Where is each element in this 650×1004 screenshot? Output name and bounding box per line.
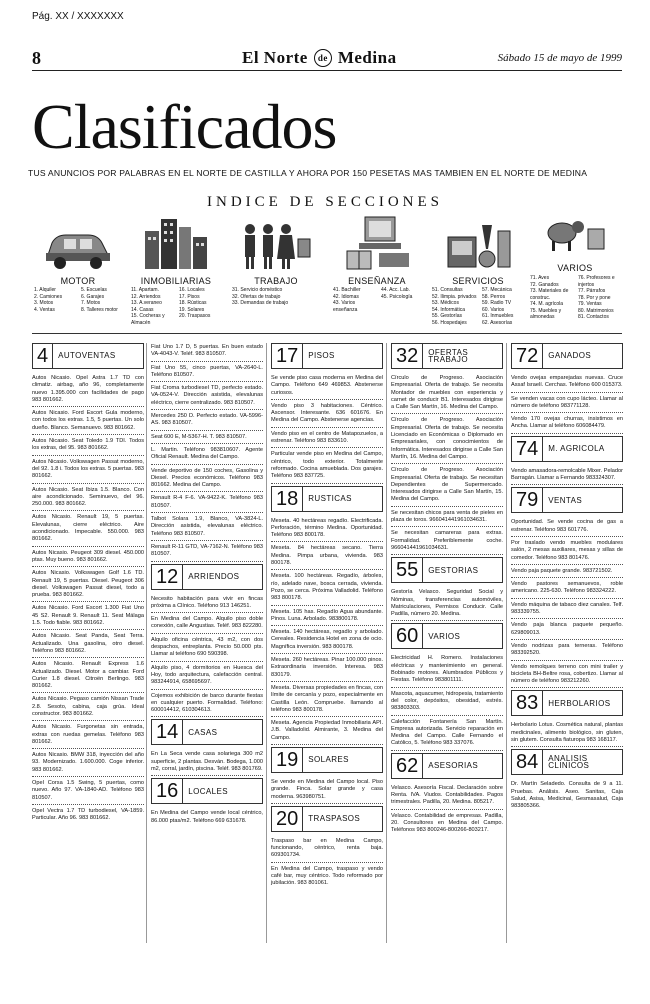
ads-column-5 [511, 343, 623, 815]
divider [32, 333, 622, 334]
classified-ad: Mercedes 250 D. Perfecto estado. VA-5996-AS. 983 810507. [151, 412, 263, 431]
sub-item: 2. Camiones [34, 293, 63, 300]
classified-ad: Vendo ovejas emparejadas nuevas. Cruce Assaf Israelí. Cerchas. Teléfono 600 015373. [511, 374, 623, 393]
section-header[interactable] [391, 557, 503, 583]
column-divider [506, 343, 507, 943]
classified-ad: Meseta. 260 hectáreas. Pinar 100.000 pinos. Extraordinaria inversión. Interesa. 983 830179. [271, 656, 383, 682]
classified-ad: Traspaso bar en Medina Campo, funcionando, céntrico, renta baja. 609301734. [271, 837, 383, 863]
category-label: VARIOS [557, 263, 593, 273]
classified-ad: Vendo nodrizas para terneras. Teléfono 983392520. [511, 642, 623, 661]
section-number: 74 [512, 437, 543, 461]
sub-item: 51. Consultas [432, 287, 463, 293]
section-number: 79 [512, 488, 543, 512]
classified-ad: Opel Corsa 1.5 Swing, 5 puertas, como nuevo. Año 97. VA-1840-AD. Teléfono 983 810507. [32, 779, 144, 805]
classified-ad: Autos Nicasio. Seat Ibiza 1.5. Blanco. Con aire acondicionado. Seminuevo, del 96. 250.000. 983 801662. [32, 486, 144, 512]
sub-item: 16. Locales [179, 287, 205, 293]
classified-ad: Vendo piso 3 habitaciones. Céntrico. Ascensor. Interesante. 636 601676. En Medina del Campo. Abstenerse agencias. [271, 402, 383, 428]
sub-item: 31. Servicio doméstico [232, 287, 283, 293]
masthead-right: Medina [337, 48, 397, 67]
column-divider [386, 343, 387, 943]
sub-item: 72. Ganados [530, 281, 559, 288]
sub-item: 8. Talleres motor [81, 306, 118, 313]
classified-ad: Meseta. 105 has. Regadío Agua abundante. Pinos. Luna. Arbolado. 983800178. [271, 608, 383, 627]
sub-item: 45. Psicología [381, 293, 413, 300]
section-name: GANADOS [548, 351, 592, 361]
section-header[interactable] [391, 753, 503, 779]
classified-ad: Autos Nicasio. Volkswagen Passat moderno, del 92. 1.8 i. Todos los extras. 5 puertas. 983 801662. [32, 458, 144, 484]
sub-item: 15. Cocheras y Almacén [131, 313, 165, 326]
sub-item: 3. Motos [34, 300, 54, 306]
sub-item: 43. Varios enseñanza [333, 300, 358, 313]
section-number: 14 [152, 720, 183, 744]
classified-ad: Oportunidad. Se vende cocina de gas a estrenar. Teléfono 983 601776. [511, 518, 623, 537]
column-divider [266, 343, 267, 943]
section-number: 60 [392, 624, 423, 648]
classified-ad: Alquilo piso, 4 dormitorios en Huesca del Hoy, todo arquitectura, calefacción central. 983244914, 658695697. [151, 664, 263, 690]
classified-ad: Círculo de Progreso. Asociación Empresarial. Oferta de trabajo. Se necesita Licenciado en Económicas o Diplomado en Empresariales, con conocimientos de Informática. Interesados dirigirse a Calle San Martín, 16. Medina del Campo. [391, 416, 503, 464]
sub-item: 73. Materiales de construc. [530, 288, 569, 301]
category-subs [232, 287, 324, 307]
section-header[interactable] [391, 343, 503, 369]
classified-ad: Autos Nicasio. Renault 19, 5 puertas. Elevalunas, cierre eléctrico. Aire acondicionado. Impecable. 550.000. 983 801662. [32, 513, 144, 546]
classified-ad: Fiat Uno 1.7 D, 5 puertas. En buen estado VA-4043-V. Teléf. 983 810507. [151, 343, 263, 362]
section-name: ASESORIAS [428, 761, 479, 771]
sub-item: 57. Mecánica [482, 287, 512, 293]
masthead-seal: de [314, 49, 332, 67]
section-header[interactable] [151, 778, 263, 804]
section-number: 84 [512, 750, 543, 774]
masthead [242, 48, 397, 68]
category-subs [530, 275, 622, 321]
section-name: GESTORIAS [428, 565, 479, 575]
sub-item: 42. Idiomas [333, 293, 359, 300]
classified-ad: Vendo amasadora-remolcable Mixer. Pelador Barragán. Llamar a Fernando 983324307. [511, 467, 623, 486]
sub-item: 60. Varios [482, 306, 505, 313]
classified-ad: Electricidad H. Romero. Instalaciones eléctricas y mantenimiento en general. Bobinado motores. Alumbrados Públicos y Fiestas. Teléfono 983801111. [391, 654, 503, 687]
classified-ad: Vende deportivo de 150 coches, Gasolina y Diesel. Precios económicos. Teléfono 983 801662. Medina del Campo. [151, 467, 263, 493]
section-name: PISOS [308, 351, 335, 361]
classified-ad: Se vende piso casa moderna en Medina del Campo. Teléfono 649 469853. Abstenerse curiosos. [271, 374, 383, 400]
section-number: 55 [392, 558, 423, 582]
classified-ad: Autos Nicasio. Peugeot 309 diesel. 450.000 ptas. Muy bueno. 983 801662. [32, 549, 144, 568]
section-number: 17 [272, 344, 303, 368]
section-number: 20 [272, 807, 303, 831]
classified-ad: Autos Nicasio. Pegaso camión Nissan Trade 2.8. Sesoto, cabina, caja grúa. Ideal constructor. 983 801662. [32, 695, 144, 721]
classified-ad: Mascota, aquacumer, hidropesia, tratamiento del color, depósitos, obesidad, estrés. 983803303. [391, 690, 503, 716]
workers-icon [240, 221, 312, 271]
sub-item: 12. Arriendos [131, 293, 161, 300]
buildings-icon [143, 217, 209, 269]
classified-ad: Herbolario Lotus. Cosmética natural, plantas medicinales, alimento biológico, sin gluten, sin glutem. Consulta fiaturopa 983 168117. [511, 721, 623, 747]
classified-ad: Vendo paja blanca paquete pequeño. 629809013. [511, 621, 623, 640]
sub-item: 53. Médicos [432, 300, 459, 306]
classified-ad: En La Seca vende casa solariega 300 m2 superficie, 2 plantas. Desván. Bodega, 1.000 m2, corral, jardín, piscina. Teléf. 983 801769. [151, 750, 263, 776]
animals-icon [542, 215, 608, 255]
classified-ad: Fiat Uno 55, cinco puertas, VA-2640-L. Teléfono 810507. [151, 364, 263, 383]
sub-item: 33. Demandas de trabajo [232, 300, 289, 306]
sub-item: 56. Hospedajes [432, 319, 467, 326]
classified-ad: Necesito habitación para vivir en fincas próxima a Clínico. Teléfono 913 146251. [151, 595, 263, 614]
sections-index [32, 215, 622, 330]
classified-ad: Velasco. Contabilidad de empresas. Padilla, 20. Consultores en Medina del Campo. Teléfonos 983 800246-800266-803217. [391, 812, 503, 834]
ads-column-1 [32, 343, 144, 827]
category-label: MOTOR [60, 276, 96, 286]
column-divider [146, 343, 147, 943]
sub-item: 41. Bachiller [333, 287, 361, 293]
sub-item: 58. Perros [482, 293, 506, 300]
classified-ad: Fiat Croma turbodiesel TD, perfecto estado. VA-0524-V. Dirección asistida, elevalunas eléctrico, cierre centralizado. 983 810507. [151, 384, 263, 410]
sub-item: 19. Solares [179, 306, 205, 313]
tagline: TUS ANUNCIOS POR PALABRAS EN EL NORTE DE CASTILLA Y AHORA POR 150 PESETAS MAS TAMBIEN EN EL NORTE DE MEDINA [28, 168, 588, 178]
section-header[interactable] [391, 623, 503, 649]
masthead-left: El Norte [242, 48, 308, 67]
category-label: TRABAJO [254, 276, 298, 286]
ads-column-2 [151, 343, 263, 829]
classified-ad: Autos Nicasio. Volkswagen Golf 1.6 TD. Renault 19, 5 puertas. Diesel. Peugeot 306 diesel. Volkswagen Passat diesel, todo a prueba. 983 801662. [32, 569, 144, 602]
classified-ad: Dr. Martín Seladedo. Consulta de 9 a 11. Pruebas. Análisis. Aseo. Sanitas, Caja Salud, Asisa, Medicinal, Gesmasalud, Caja 983805366. [511, 781, 623, 810]
classified-ad: En Medina del Campo, traspaso y vendo café bar, muy céntrico. Todo reformado por jubilación. 983 801061. [271, 865, 383, 887]
sub-item: 11. Apartam. [131, 287, 159, 293]
section-header[interactable] [511, 487, 623, 513]
category-label: ENSEÑANZA [348, 276, 406, 286]
section-name: ARRIENDOS [188, 571, 240, 581]
section-name: ANALISIS CLINICOS [548, 754, 590, 771]
classified-ad: Círculo de Progreso. Asociación Empresarial. Oferta de trabajo. Se necesitan Dependientes de Supermercado. Interesados dirigirse a Calle San Martín, 15. Medina del Campo. [391, 466, 503, 506]
sub-item: 62. Asesorías [482, 319, 513, 326]
sub-item: 59. Radio TV [482, 300, 512, 306]
classified-ad: Se necesitan chicos para venta de pieles en plaza de toros. 966041441961034631. [391, 509, 503, 528]
classified-ad: En Medina del Campo vende local céntrico, 86.000 ptas/m2. Teléfono 669 631678. [151, 810, 263, 824]
sub-item: 61. Inmuebles [482, 313, 514, 319]
classified-ad: En Medina del Campo. Alquilo piso doble conexión, calle Angustias. Teléf. 983 822280. [151, 615, 263, 634]
classified-ad: Vendo paja paquete grande. 983721502. [511, 567, 623, 578]
section-number: 32 [392, 344, 423, 368]
classified-ad: Meseta. 84 hectáreas secano. Tierra Medina. Pimpa urbana, vivienda. 983 800178. [271, 544, 383, 570]
classified-ad: Autos Nicasio. BMW 318, inyección del año 93. Modernizado. 1.600.000. Coge inferior. 983 801662. [32, 751, 144, 777]
classified-ad: Calefacción Fontanería San Martín. Empresa autorizada. Servicio reparación en Medina del Campo. Calle Fernando el Católico, 5. Teléfono 983 337076. [391, 718, 503, 751]
section-number: 18 [272, 487, 303, 511]
section-name: AUTOVENTAS [58, 351, 116, 361]
classified-ad: Autos Nicasio. Ford Escort 1.300 Fiat Uno 45 S2. Renault 9. Renault 11. Seat Málaga 1.5. Todo fiable. 983 801662. [32, 604, 144, 630]
sub-item: 18. Rústicas [179, 300, 207, 306]
classified-ad: Autos Nicasio. Seat Toledo 1.9 TDI. Todos los extras, del 95. 983 801662. [32, 437, 144, 456]
section-header[interactable] [271, 806, 383, 832]
section-header[interactable] [151, 564, 263, 590]
section-header[interactable] [271, 486, 383, 512]
sub-item: 55. Gestorías [432, 313, 463, 319]
sub-item: 14. Casas [131, 306, 154, 313]
classified-ad: Meseta. Agencia Propiedad Inmobiliaria API. J.B. Valladolid. Almirante, 3. Medina del Campo. [271, 719, 383, 745]
classified-ad: Autos Nicasio. Seat Panda, Seat Terra. Actualizado. Una gasolina, otro diesel. Teléfono 983 801662. [32, 632, 144, 658]
classified-ad: Vendo remolques terreno con mini trailer y bicicleta BH-Beltre rosa, cobertizo. Llamar al número de teléfono 983212260. [511, 663, 623, 689]
sub-item: 6. Garajes [81, 293, 105, 300]
sub-item: 54. Informática [432, 306, 466, 313]
section-name: CASAS [188, 727, 218, 737]
section-header[interactable] [271, 343, 383, 369]
sub-item: 81. Contactos [578, 314, 609, 320]
category-subs [34, 287, 124, 313]
classified-ad: Renault R-11 GTD, VA-7162-N. Teléfono 983 810507. [151, 543, 263, 562]
category-label: SERVICIOS [452, 276, 504, 286]
classified-ad: Opel Vectra 1.7 TD turbodiesel, VA-1859. Particular. Año 96. 983 801662. [32, 807, 144, 822]
section-number: 62 [392, 754, 423, 778]
page-number: 8 [32, 48, 41, 68]
section-header[interactable] [511, 690, 623, 716]
section-name: VARIOS [428, 631, 461, 641]
sub-item: 79. Ventas [578, 301, 602, 307]
section-name: RUSTICAS [308, 493, 352, 503]
computer-icon [345, 215, 411, 271]
sub-item: 52. Ilimpia. privados [432, 293, 477, 300]
car-icon [42, 225, 114, 271]
page-tag: Pág. XX / XXXXXXX [32, 11, 124, 22]
sub-item: 44. Acc. Lab. [381, 287, 410, 293]
sub-item: 76. Profesores e injertos [578, 275, 615, 288]
sub-item: 17. Pisos [179, 293, 200, 300]
sub-item: 13. A.veraneo [131, 300, 162, 306]
sub-item: 1. Alquiler [34, 287, 56, 293]
classified-ad: L. Martin. Teléfono 983810607. Agente Oficial Renault. Medina del Campo. [151, 446, 263, 465]
sections-title: INDICE DE SECCIONES [207, 194, 443, 210]
section-header[interactable] [511, 436, 623, 462]
category-subs [333, 287, 425, 313]
sub-item: 80. Matrimonios [578, 307, 614, 314]
classified-ad: Vendo pastores semanuevos, roble americano. 225-630. Teléfono 983324222. [511, 580, 623, 599]
classified-ad: Meseta. 40 hectáreas regadío. Electrificada. Perforación, término Medina. Oportunidad. Teléfono 983 800178. [271, 517, 383, 543]
classified-ad: Meseta. 140 hectáreas, regadío y arbolado. Cereales. Residencia Hotel en zona de ocio. Magnífica inversión. 983 800178. [271, 628, 383, 654]
section-number: 72 [512, 344, 543, 368]
sub-item: 75. Muebles y almonedas [530, 307, 562, 320]
category-label: INMOBILIARIAS [140, 276, 212, 286]
section-number: 12 [152, 565, 183, 589]
page-title: Clasificados [32, 91, 337, 162]
section-name: OFERTAS TRABAJO [428, 347, 469, 364]
section-header[interactable] [151, 719, 263, 745]
classified-ad: Velasco. Asesoría Fiscal. Declaración sobre Renta. IVA. Viudos. Contabilidades. Pagos trimestrales. Padilla, 20. Medina. 805217. [391, 784, 503, 810]
classified-ad: Se venden vacas con cupo lácteo. Llamar al número de teléfono 983771128. [511, 395, 623, 414]
sub-item: 78. Por y pone [578, 294, 611, 301]
classified-ad: Meseta. 100 hectáreas. Regadío, árboles, río, adelado nave, bosca cerrada, vivienda. Pozo, se cerca. Próxima Valladolid. Teléfono 983 800178. [271, 572, 383, 605]
classified-ad: Autos Nicasio. Ford Escort Gula moderno, con todos los extras. 1.5, 5 puertas. Un solo dueño. Blanco. Semanuevo. 983 801662. [32, 409, 144, 435]
classified-ad: Vendo máquina de tabaco diez canales. Telf. 983339755. [511, 601, 623, 620]
sub-item: 7. Motos [81, 300, 101, 306]
classified-ad: Vendo 170 ovejas churras, insistimos en Ancha. Llamar al teléfono 606084479. [511, 415, 623, 434]
sub-item: 5. Escuelas [81, 287, 107, 293]
section-header[interactable] [271, 747, 383, 773]
classified-ad: Seat 600 E, M-5367-H. T. 983 810507. [151, 433, 263, 444]
section-header[interactable] [511, 343, 623, 369]
section-number: 4 [33, 344, 53, 368]
sub-item: 20. Traspasos [179, 313, 211, 319]
section-name: LOCALES [188, 786, 228, 796]
section-number: 19 [272, 748, 303, 772]
section-name: VENTAS [548, 495, 583, 505]
classified-ad: Cojemos exhibición de barco durante fiestas en cualquier puerto. Formalidad. Teléfono: 600014412, 610304613. [151, 692, 263, 718]
page-header [32, 48, 622, 71]
header-date: Sábado 15 de mayo de 1999 [497, 52, 622, 64]
classified-ad: Meseta. Diversas propiedades en fincas, con límite de cercanía y pozo, especialmente en Castilla León. Compruebe. llamando al teléfono 983 800178. [271, 684, 383, 717]
classified-ad: Talbot Solara 1.9, Blanco, VA-3824-L. Dirección asistida, elevalunas eléctrico. Teléfono 983 810507. [151, 515, 263, 541]
section-header[interactable] [32, 343, 144, 369]
classified-ad: Vendo piso en el centro de Matapozuelos, a estrenar. Teléfono 983 833610. [271, 430, 383, 449]
section-number: 83 [512, 691, 543, 715]
classified-ad: Autos Nicasio. Renault Express 1.6 Actualizado. Diesel. Motor a cambiar. Ford Curier 1.8 diesel. Citroën Berlingo. 983 801662. [32, 660, 144, 693]
section-name: HERBOLARIOS [548, 698, 611, 708]
classified-ad: Autos Nicasio. Opel Astra 1.7 TD con climatiz. airbag, año 96, completamente nuevo 1.395.000 con facilidades de pago 983 801662. [32, 374, 144, 407]
sub-item: 32. Ofertas de trabajo [232, 293, 281, 300]
classified-ad: Se vende en Medina del Campo local. Piso grande. Finca. Solar grande y casa moderna. 963980751. [271, 778, 383, 804]
sub-item: 74. M. agrícola [530, 301, 564, 307]
section-name: TRASPASOS [308, 814, 361, 824]
section-name: SOLARES [308, 755, 349, 765]
classified-ad: Autos Nicasio. Furgonetas sin entrada, extras con ruedas gemelas. Teléfono 983 801662. [32, 723, 144, 749]
category-subs [432, 287, 528, 326]
classified-ad: Particular vende piso en Medina del Campo, céntrico, todo exterior. Totalmente reformado. Cocina amueblada. Dos garajes. Teléfono 983 837725. [271, 450, 383, 483]
section-name: M. AGRICOLA [548, 444, 605, 454]
tools-icon [444, 219, 514, 271]
classified-ad: Por traslado vendo muebles modulares salón, 2 mesas auxiliares, mesas y sillas de comedor. Teléfono 983 801476. [511, 539, 623, 565]
classified-ad: Alquilo oficina céntrica, 43 m2, con dos despachos, entreplanta. Precio 50.000 pts. Llamar al teléfono 690 590398. [151, 636, 263, 662]
classified-ad: Gestoría Velasco. Seguridad Social y Nóminas, transferencias automóviles, Matriculaciones, Permisos Conducir. Calle Padilla, número 20. Medina. [391, 588, 503, 621]
sub-item: 77. Párrafos [578, 288, 606, 294]
classified-ad: Renault R-4 F-6. VA-9422-K. Teléfono 983 810507. [151, 494, 263, 513]
sub-item: 71. Aves [530, 275, 550, 281]
ads-column-3 [271, 343, 383, 892]
category-subs [131, 287, 223, 326]
section-header[interactable] [511, 749, 623, 775]
classified-ad: Se necesitan camareras para extras. Formalidad. Preferiblemente coche. 966041441961034631. [391, 529, 503, 555]
section-number: 16 [152, 779, 183, 803]
sub-item: 4. Ventas [34, 306, 55, 313]
classified-ad: Círculo de Progreso. Asociación Empresarial. Oferta de trabajo. Se necesita Montador de muebles con experiencia y carnet de conducir B1. Interesados dirigirse a Calle San Martín, 16. Medina del Campo. [391, 374, 503, 414]
ads-column-4 [391, 343, 503, 838]
